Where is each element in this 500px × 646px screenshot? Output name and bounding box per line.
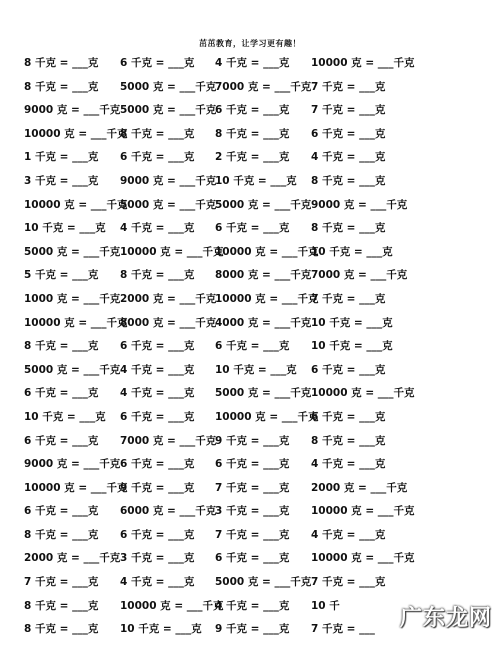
- exercise-item: 4 千克 = ___克: [215, 599, 290, 612]
- exercise-item: 7 千克 = ___克: [311, 576, 386, 589]
- exercise-item: 10000 克 = ___千克: [24, 127, 128, 140]
- exercise-item: 8 千克 = ___克: [24, 528, 99, 541]
- exercise-item: 6 千克 = ___克: [215, 552, 290, 565]
- exercise-item: 6 千克 = ___克: [311, 127, 386, 140]
- exercise-row: [24, 56, 494, 80]
- exercise-item: 7000 克 = ___千克: [215, 80, 312, 93]
- exercise-item: 5000 克 = ___千克: [24, 245, 121, 258]
- exercise-item: 4 千克 = ___克: [120, 363, 195, 376]
- exercise-item: 9 千克 = ___克: [215, 623, 290, 636]
- exercise-item: 8 千克 = ___克: [311, 434, 386, 447]
- exercise-item: 8 千克 = ___克: [311, 222, 386, 235]
- exercise-item: 6 千克 = ___克: [24, 387, 99, 400]
- exercise-item: 4 千克 = ___克: [215, 57, 290, 69]
- exercise-item: 10000 克 = ___千克: [215, 410, 319, 423]
- exercise-row: [24, 481, 494, 505]
- exercise-item: 6 千克 = ___克: [120, 340, 195, 353]
- exercise-item: 10 千克 = ___克: [24, 410, 106, 423]
- exercise-row: [24, 434, 494, 458]
- exercise-item: 6 千克 = ___克: [120, 458, 195, 471]
- exercise-item: 9 千克 = ___克: [215, 434, 290, 447]
- exercise-row: [24, 127, 494, 151]
- exercise-item: 4 千克 = ___克: [120, 222, 195, 235]
- exercise-item: 4000 克 = ___千克: [215, 316, 312, 329]
- exercise-item: 6 千克 = ___克: [24, 505, 99, 518]
- exercise-item: 10 千克 = ___克: [24, 222, 106, 235]
- exercise-item: 7000 克 = ___千克: [311, 269, 408, 282]
- exercise-item: 8 千克 = ___克: [24, 599, 99, 612]
- exercise-item: 8 千克 = ___克: [24, 340, 99, 353]
- exercise-item: 1 千克 = ___克: [24, 151, 99, 164]
- exercise-item: 4 千克 = ___克: [311, 151, 386, 164]
- exercise-item: 10 千: [311, 599, 340, 612]
- exercise-row: [24, 245, 494, 269]
- exercise-item: 4 千克 = ___克: [120, 576, 195, 589]
- exercise-row: [24, 316, 494, 340]
- exercise-item: 10 千克 = ___克: [311, 245, 393, 258]
- exercise-item: 8 千克 = ___克: [24, 57, 99, 69]
- exercise-item: 10000 克 = ___千克: [311, 387, 415, 400]
- exercise-item: 5 千克 = ___克: [24, 269, 99, 282]
- exercise-item: 8 千克 = ___克: [24, 623, 99, 636]
- exercise-item: 10000 克 = ___千克: [120, 599, 224, 612]
- exercise-item: 6 千克 = ___克: [120, 151, 195, 164]
- exercise-item: 9000 克 = ___千克: [120, 174, 217, 187]
- exercise-row: [24, 551, 494, 575]
- exercise-item: 8 千克 = ___克: [311, 174, 386, 187]
- exercise-item: 10 千克 = ___克: [311, 340, 393, 353]
- exercise-item: 2000 克 = ___千克: [120, 292, 217, 305]
- exercise-row: [24, 504, 494, 528]
- exercise-item: 7 千克 = ___: [311, 623, 375, 636]
- exercise-row: [24, 150, 494, 174]
- exercise-item: 10 千克 = ___克: [215, 363, 297, 376]
- exercise-item: 6 千克 = ___克: [215, 340, 290, 353]
- exercise-item: 6 千克 = ___克: [120, 57, 195, 69]
- exercise-row: [24, 339, 494, 363]
- exercise-row: [24, 363, 494, 387]
- exercise-item: 10000 克 = ___千克: [311, 57, 415, 69]
- exercise-item: 4 千克 = ___克: [311, 528, 386, 541]
- exercise-row: [24, 528, 494, 552]
- exercise-item: 5000 克 = ___千克: [215, 387, 312, 400]
- exercise-item: 9 千克 = ___克: [120, 481, 195, 494]
- exercise-item: 6 千克 = ___克: [215, 458, 290, 471]
- exercise-item: 8 千克 = ___克: [215, 127, 290, 140]
- exercise-item: 7 千克 = ___克: [215, 481, 290, 494]
- exercise-item: 8000 克 = ___千克: [215, 269, 312, 282]
- exercise-item: 4 千克 = ___克: [120, 387, 195, 400]
- page-header: 茁茁教育，让学习更有趣！: [199, 39, 301, 48]
- exercise-item: 7000 克 = ___千克: [120, 434, 217, 447]
- exercise-item: 3 千克 = ___克: [24, 174, 99, 187]
- exercise-item: 6 千克 = ___克: [311, 363, 386, 376]
- exercise-row: [24, 198, 494, 222]
- exercise-row: [24, 268, 494, 292]
- exercise-item: 8000 克 = ___千克: [120, 316, 217, 329]
- exercise-item: 7 千克 = ___克: [311, 80, 386, 93]
- exercise-item: 10000 克 = ___千克: [24, 481, 128, 494]
- exercise-item: 5000 克 = ___千克: [120, 198, 217, 211]
- exercise-item: 7 千克 = ___克: [311, 104, 386, 117]
- exercise-item: 5000 克 = ___千克: [120, 104, 217, 117]
- exercise-item: 5000 克 = ___千克: [24, 363, 121, 376]
- exercise-item: 9000 克 = ___千克: [24, 104, 121, 117]
- exercise-row: [24, 410, 494, 434]
- exercise-item: 6000 克 = ___千克: [120, 505, 217, 518]
- exercise-item: 10000 克 = ___千克: [311, 505, 415, 518]
- exercise-item: 8 千克 = ___克: [24, 80, 99, 93]
- exercise-item: 7 千克 = ___克: [215, 528, 290, 541]
- exercise-item: 10000 克 = ___千克: [311, 552, 415, 565]
- exercise-item: 8 千克 = ___克: [120, 269, 195, 282]
- exercise-item: 10 千克 = ___克: [215, 174, 297, 187]
- exercise-row: [24, 103, 494, 127]
- exercise-item: 6 千克 = ___克: [311, 410, 386, 423]
- exercise-row: [24, 575, 494, 599]
- exercise-row: [24, 386, 494, 410]
- exercise-item: 6 千克 = ___克: [120, 410, 195, 423]
- exercise-row: [24, 80, 494, 104]
- exercise-grid: [24, 56, 494, 646]
- exercise-item: 10000 克 = ___千克: [24, 198, 128, 211]
- exercise-item: 10000 克 = ___千克: [120, 245, 224, 258]
- exercise-item: 6 千克 = ___克: [120, 528, 195, 541]
- exercise-row: [24, 457, 494, 481]
- exercise-item: 5000 克 = ___千克: [120, 80, 217, 93]
- exercise-item: 5000 克 = ___千克: [215, 198, 312, 211]
- watermark: 广东龙网: [399, 605, 492, 631]
- exercise-item: 4 千克 = ___克: [311, 458, 386, 471]
- exercise-row: [24, 292, 494, 316]
- exercise-item: 3 千克 = ___克: [120, 552, 195, 565]
- exercise-item: 6 千克 = ___克: [215, 104, 290, 117]
- exercise-item: 9000 克 = ___千克: [24, 458, 121, 471]
- exercise-item: 8 千克 = ___克: [120, 127, 195, 140]
- exercise-item: 5000 克 = ___千克: [215, 576, 312, 589]
- exercise-row: [24, 174, 494, 198]
- exercise-item: 2000 克 = ___千克: [311, 481, 408, 494]
- exercise-item: 2000 克 = ___千克: [24, 552, 121, 565]
- exercise-item: 10000 克 = ___千克: [24, 316, 128, 329]
- exercise-item: 10 千克 = ___克: [311, 316, 393, 329]
- exercise-item: 3 千克 = ___克: [215, 505, 290, 518]
- exercise-item: 9000 克 = ___千克: [311, 198, 408, 211]
- exercise-item: 7 千克 = ___克: [311, 292, 386, 305]
- exercise-item: 1000 克 = ___千克: [24, 292, 121, 305]
- exercise-item: 6 千克 = ___克: [215, 222, 290, 235]
- exercise-item: 7 千克 = ___克: [24, 576, 99, 589]
- exercise-item: 10000 克 = ___千克: [215, 245, 319, 258]
- exercise-row: [24, 221, 494, 245]
- exercise-item: 2 千克 = ___克: [215, 151, 290, 164]
- exercise-item: 10 千克 = ___克: [120, 623, 202, 636]
- exercise-item: 10000 克 = ___千克: [215, 292, 319, 305]
- exercise-item: 6 千克 = ___克: [24, 434, 99, 447]
